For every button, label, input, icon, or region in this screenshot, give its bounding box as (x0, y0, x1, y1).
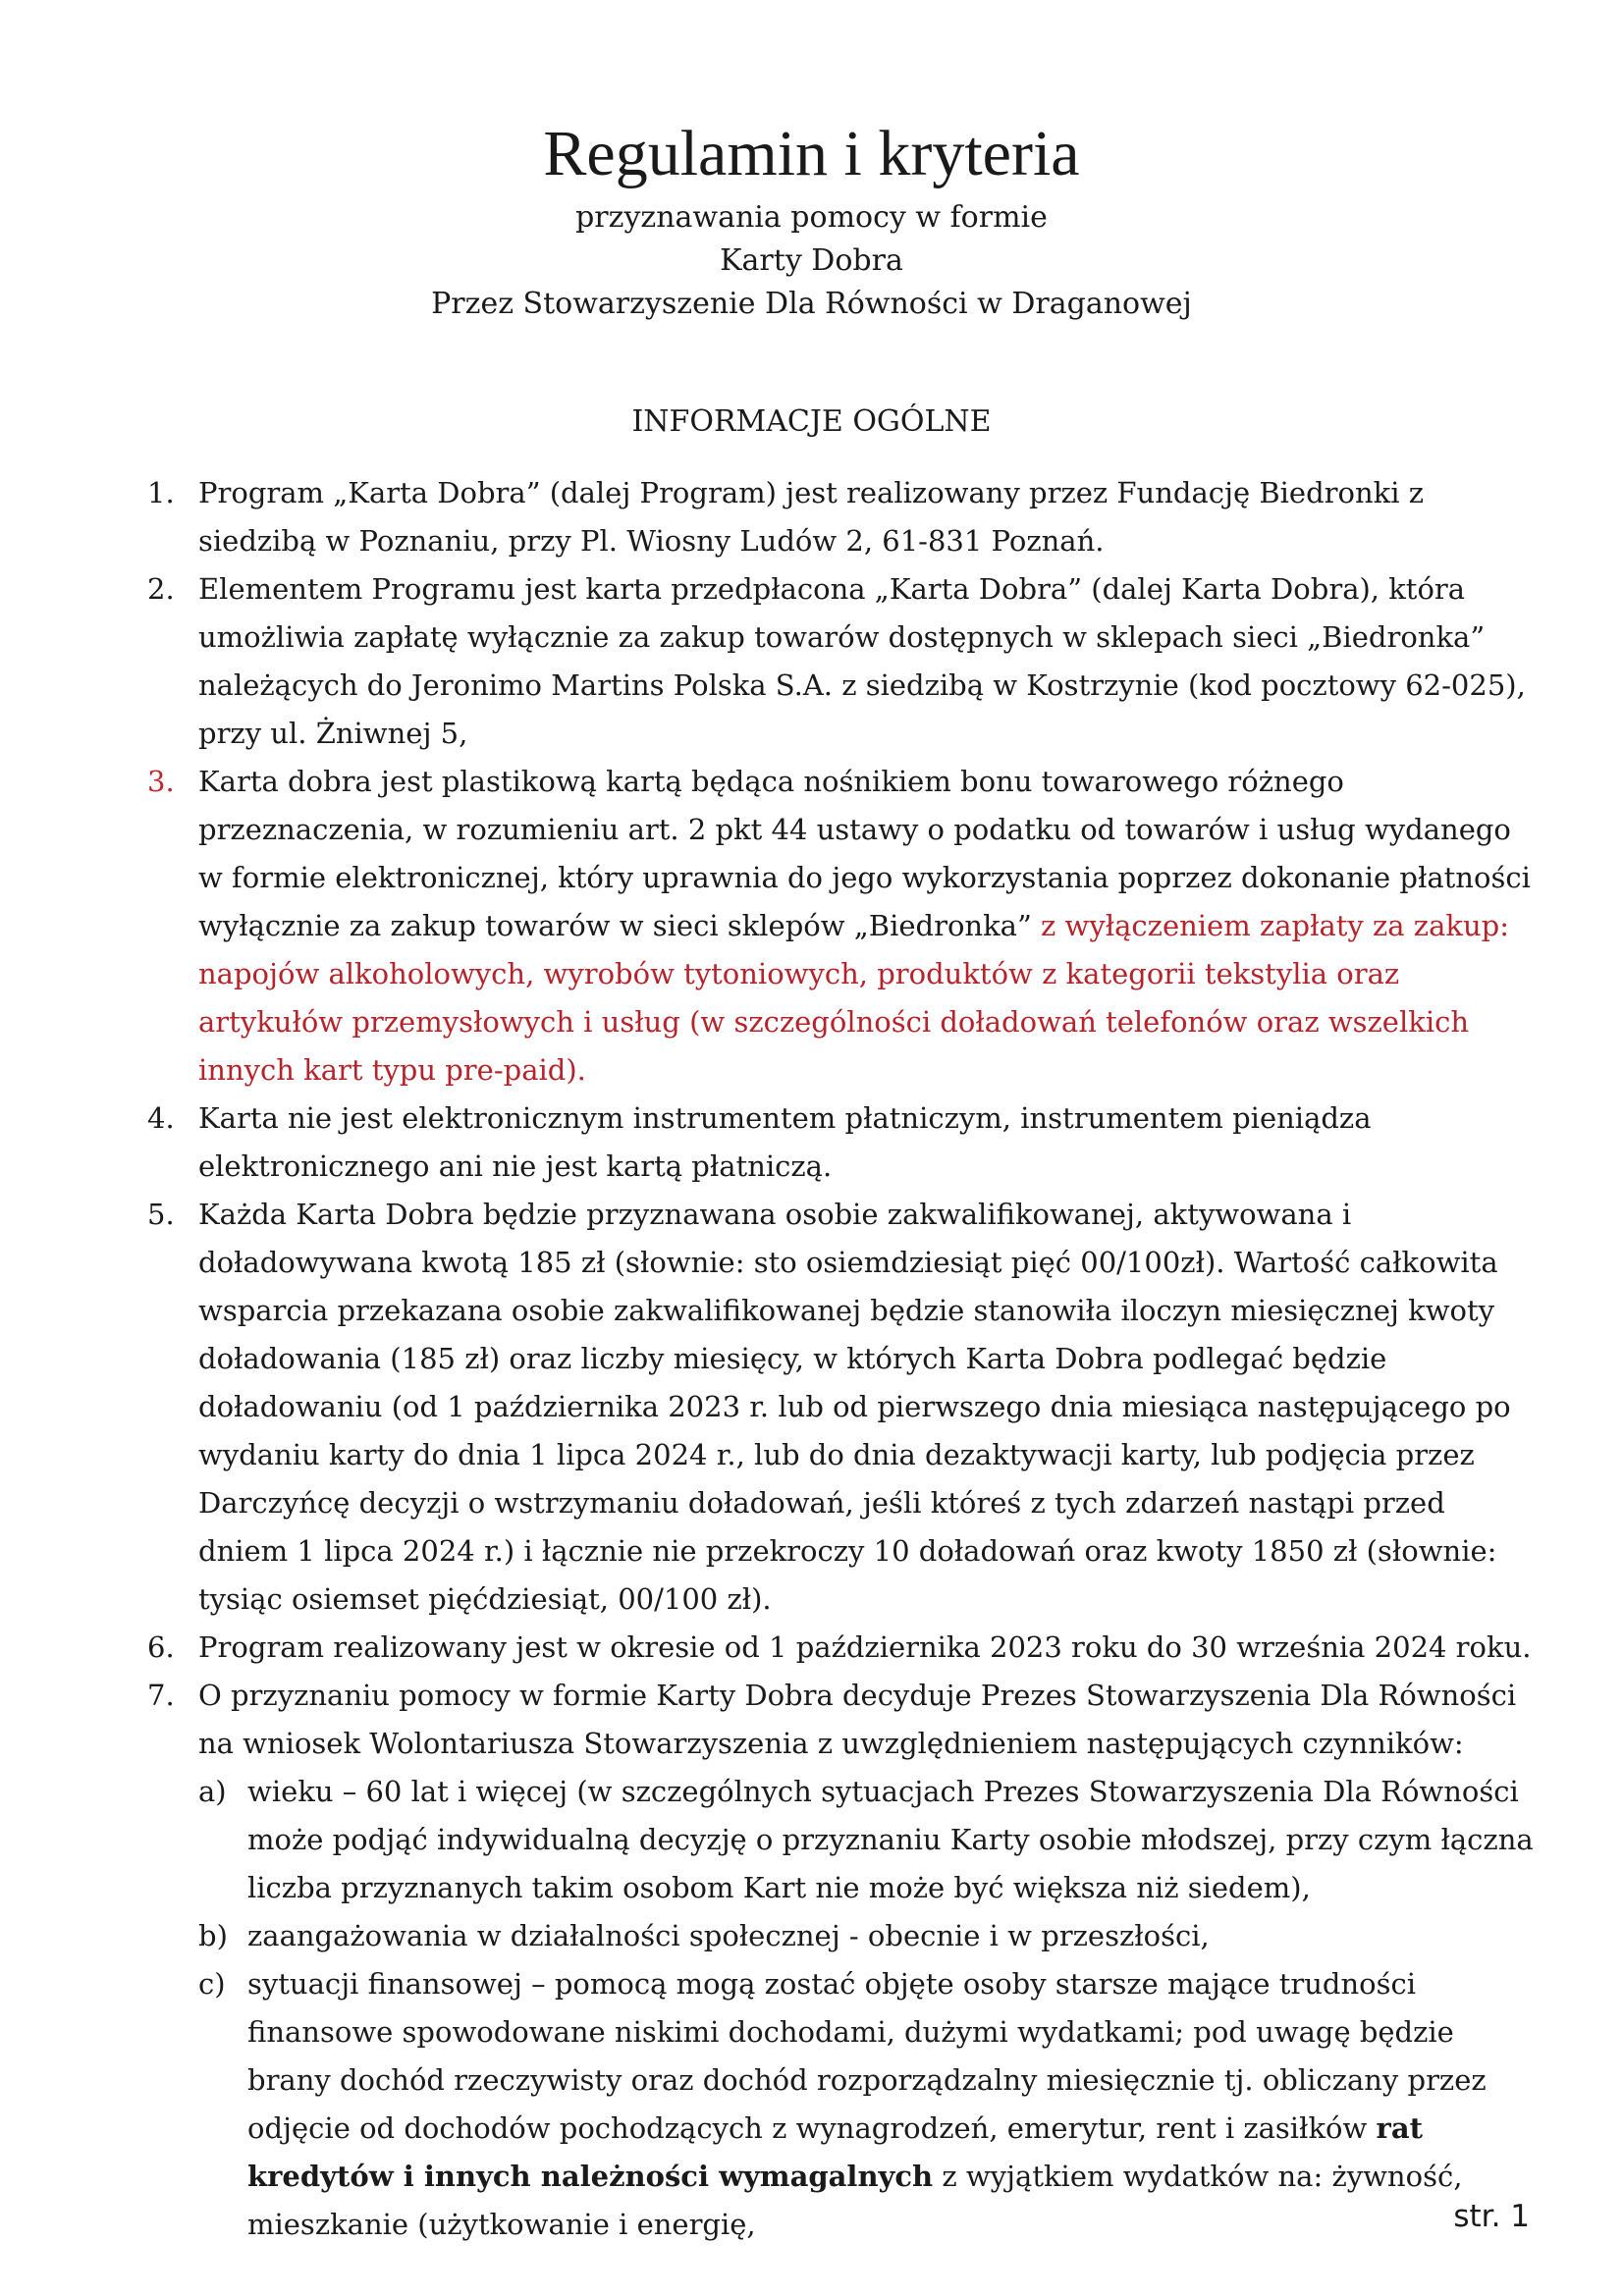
list-item (147, 565, 1542, 758)
item-text: Każda Karta Dobra będzie przyznawana osobie zakwalifikowanej, aktywowana i doładowywana kwotą 185 zł (słownie: sto osiemdziesiąt pięć 00/100zł). Wartość całkowita wsparcia przekazana osobie zakwalifikowanej będzie stanowiła iloczyn miesięcznej kwoty doładowania (185 zł) oraz liczby miesięcy, w których Karta Dobra podlegać będzie doładowaniu (od 1 października 2023 r. lub od pierwszego dnia miesiąca następującego po wydaniu karty do dnia 1 lipca 2024 r., lub do dnia dezaktywacji karty, lub podjęcia przez Darczyńcę decyzji o wstrzymaniu doładowań, jeśli któreś z tych zdarzeń nastąpi przed dniem 1 lipca 2024 r.) i łącznie nie przekroczy 10 doładowań oraz kwoty 1850 zł (słownie: tysiąc osiemset pięćdziesiąt, 00/100 zł). (198, 1198, 1511, 1616)
list-item (147, 1191, 1542, 1624)
item-number: 6. (147, 1630, 175, 1664)
sublist-item (198, 1960, 1542, 2249)
sublist-item (198, 1768, 1542, 1912)
item-text: Elementem Programu jest karta przedpłacona „Karta Dobra” (dalej Karta Dobra), która umożliwia zapłatę wyłącznie za zakup towarów dostępnych w sklepach sieci „Biedronka” należących do Jeronimo Martins Polska S.A. z siedzibą w Kostrzynie (kod pocztowy 62-025), przy ul. Żniwnej 5, (198, 572, 1526, 750)
item-text: Program „Karta Dobra” (dalej Program) jest realizowany przez Fundację Biedronki z siedzibą w Poznaniu, przy Pl. Wiosny Ludów 2, 61-831 Poznań. (198, 476, 1425, 558)
sublist-text-bold: rat kredytów i innych należności wymagalnych (247, 2111, 1424, 2193)
list-item (147, 1624, 1542, 1672)
sublist-letter: a) (198, 1775, 227, 1808)
document-title: Regulamin i kryteria (543, 118, 1080, 189)
subtitle-line-1: przyznawania pomocy w formie (575, 200, 1048, 235)
item-number: 4. (147, 1101, 175, 1135)
sublist-text-continued: z wyjątkiem wydatków na: żywność, mieszkanie (użytkowanie i energię, (247, 2160, 1463, 2241)
sublist-letter: c) (198, 1967, 226, 2001)
list-item (147, 469, 1542, 565)
subtitle-line-2: Karty Dobra (720, 243, 903, 278)
sublist-text: sytuacji finansowej – pomocą mogą zostać objęte osoby starsze mające trudności finansowe spowodowane niskimi dochodami, dużymi wydatkami; pod uwagę będzie brany dochód rzeczywisty oraz dochód rozporządzalny miesięcznie tj. obliczany przez odjęcie od dochodów pochodzących z wynagrodzeń, emerytur, rent i zasiłków (247, 1967, 1487, 2145)
page-number: str. 1 (1453, 2199, 1530, 2234)
subtitle-line-3: Przez Stowarzyszenie Dla Równości w Draganowej (431, 287, 1192, 321)
rules-list (147, 469, 1542, 2249)
list-item (147, 758, 1542, 1095)
item-text: Karta nie jest elektronicznym instrumentem płatniczym, instrumentem pieniądza elektronicznego ani nie jest kartą płatniczą. (198, 1101, 1372, 1183)
item-text: Program realizowany jest w okresie od 1 października 2023 roku do 30 września 2024 roku. (198, 1630, 1532, 1664)
item-number: 1. (147, 476, 175, 509)
item-text: Karta dobra jest plastikową kartą będąca nośnikiem bonu towarowego różnego przeznaczenia, w rozumieniu art. 2 pkt 44 ustawy o podatku od towarów i usług wydanego w formie elektronicznej, który uprawnia do jego wykorzystania poprzez dokonanie płatności wyłącznie za zakup towarów w sieci sklepów „Biedronka” (198, 765, 1531, 942)
item-number: 2. (147, 572, 175, 606)
item-text: O przyznaniu pomocy w formie Karty Dobra decyduje Prezes Stowarzyszenia Dla Równości na wniosek Wolontariusza Stowarzyszenia z uwzględnieniem następujących czynników: (198, 1679, 1517, 1760)
item-number: 3. (147, 765, 175, 798)
item-text-highlighted: z wyłączeniem zapłaty za zakup: napojów alkoholowych, wyrobów tytoniowych, produktów z kategorii tekstylia oraz artykułów przemysłowych i usług (w szczególności doładowań telefonów oraz wszelkich innych kart typu pre-paid). (198, 909, 1509, 1087)
sublist-item (198, 1912, 1542, 1960)
sublist-letter: b) (198, 1919, 228, 1952)
list-item (147, 1095, 1542, 1191)
item-number: 5. (147, 1198, 175, 1231)
section-heading: INFORMACJE OGÓLNE (631, 404, 992, 439)
sublist-text: wieku – 60 lat i więcej (w szczególnych sytuacjach Prezes Stowarzyszenia Dla Równości może podjąć indywidualną decyzję o przyznaniu Karty osobie młodszej, przy czym łączna liczba przyznanych takim osobom Kart nie może być większa niż siedem), (247, 1775, 1534, 1904)
criteria-sublist (198, 1768, 1542, 2249)
sublist-text: zaangażowania w działalności społecznej - obecnie i w przeszłości, (247, 1919, 1210, 1952)
document-subtitle (0, 196, 1623, 326)
list-item (147, 1672, 1542, 2249)
item-number: 7. (147, 1679, 175, 1712)
